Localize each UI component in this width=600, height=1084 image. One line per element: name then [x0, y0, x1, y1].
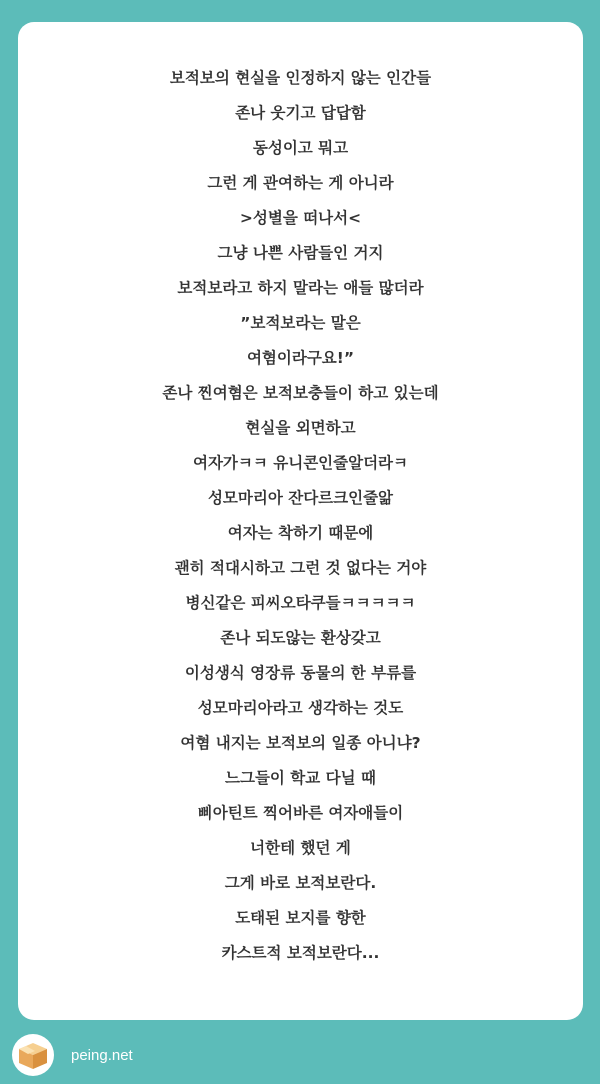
- question-line: 여혐 내지는 보적보의 일종 아니냐?: [180, 734, 421, 752]
- question-line: 그게 바로 보적보란다.: [224, 874, 377, 892]
- question-line: 보적보의 현실을 인정하지 않는 인간들: [169, 69, 432, 87]
- question-line: 그런 게 관여하는 게 아니라: [207, 174, 394, 192]
- question-line: 도태된 보지를 향한: [235, 909, 366, 927]
- question-line: ”보적보라는 말은: [240, 314, 361, 332]
- question-line: 여자는 착하기 때문에: [227, 524, 374, 542]
- question-line: 이성생식 영장류 동물의 한 부류를: [184, 664, 417, 682]
- question-line: 현실을 외면하고: [245, 419, 356, 437]
- question-card: [18, 22, 583, 1020]
- question-line: 카스트적 보적보란다...: [221, 944, 380, 962]
- question-line: 성모마리아라고 생각하는 것도: [197, 699, 404, 717]
- question-line: 너한테 했던 게: [250, 839, 351, 857]
- question-line: 보적보라고 하지 말라는 애들 많더라: [177, 279, 424, 297]
- question-line: 동성이고 뭐고: [252, 139, 349, 157]
- question-line: 괜히 적대시하고 그런 것 없다는 거야: [174, 559, 427, 577]
- footer: [12, 1034, 133, 1076]
- question-line: 느그들이 학교 다닐 때: [225, 769, 376, 787]
- question-line: 삐아틴트 찍어바른 여자애들이: [197, 804, 404, 822]
- question-line: 여자가ㅋㅋ 유니콘인줄알더라ㅋ: [192, 454, 409, 472]
- question-line: 존나 웃기고 답답함: [235, 104, 366, 122]
- question-line: 그냥 나쁜 사람들인 거지: [217, 244, 384, 262]
- box-icon: [15, 1037, 51, 1073]
- brand-link[interactable]: peing.net: [71, 1046, 133, 1064]
- question-line: 병신같은 피씨오타쿠들ㅋㅋㅋㅋㅋ: [185, 594, 416, 612]
- question-text: [18, 68, 583, 978]
- question-line: 존나 찐여혐은 보적보충들이 하고 있는데: [162, 384, 439, 402]
- question-line: 존나 되도않는 환상갖고: [220, 629, 381, 647]
- question-line: >성별을 떠나서<: [239, 209, 362, 227]
- question-line: 성모마리아 잔다르크인줄앎: [207, 489, 394, 507]
- question-line: 여혐이라구요!”: [246, 349, 355, 367]
- peing-logo[interactable]: [12, 1034, 54, 1076]
